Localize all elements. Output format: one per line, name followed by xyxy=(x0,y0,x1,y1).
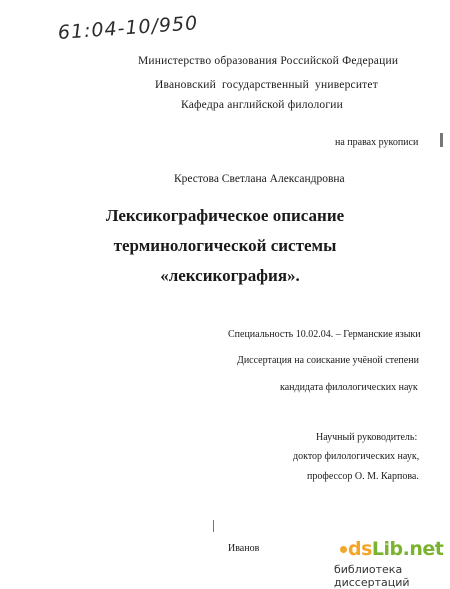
dslib-logo: dsLib.net xyxy=(348,538,444,560)
department-line: Кафедра английской филологии xyxy=(181,99,343,111)
scan-margin-mark xyxy=(440,133,443,147)
title-line-3: «лексикография». xyxy=(160,266,300,285)
specialty-line: Специальность 10.02.04. – Германские языки xyxy=(228,329,421,340)
university-line: Ивановский государственный университет xyxy=(155,79,378,91)
supervisor-degree: доктор филологических наук, xyxy=(293,451,420,462)
watermark-dot-icon xyxy=(340,546,347,553)
watermark-subtitle: библиотека диссертаций xyxy=(334,563,410,589)
dissertation-line-1: Диссертация на соискание учёной степени xyxy=(237,355,419,366)
manuscript-rights-note: на правах рукописи xyxy=(335,137,419,148)
scan-margin-mark xyxy=(213,520,214,532)
city-line: Иванов xyxy=(228,543,260,554)
ministry-line: Министерство образования Российской Федерации xyxy=(138,55,399,67)
author-name: Крестова Светлана Александровна xyxy=(174,173,345,185)
dslib-watermark xyxy=(334,536,450,589)
handwritten-catalog-code: 61:04-10/950 xyxy=(57,12,199,44)
title-line-1: Лексикографическое описание xyxy=(105,206,345,225)
title-line-2: терминологической системы xyxy=(113,236,337,255)
supervisor-label: Научный руководитель: xyxy=(316,432,418,443)
dissertation-line-2: кандидата филологических наук xyxy=(280,382,418,393)
supervisor-name: профессор О. М. Карпова. xyxy=(307,471,419,482)
